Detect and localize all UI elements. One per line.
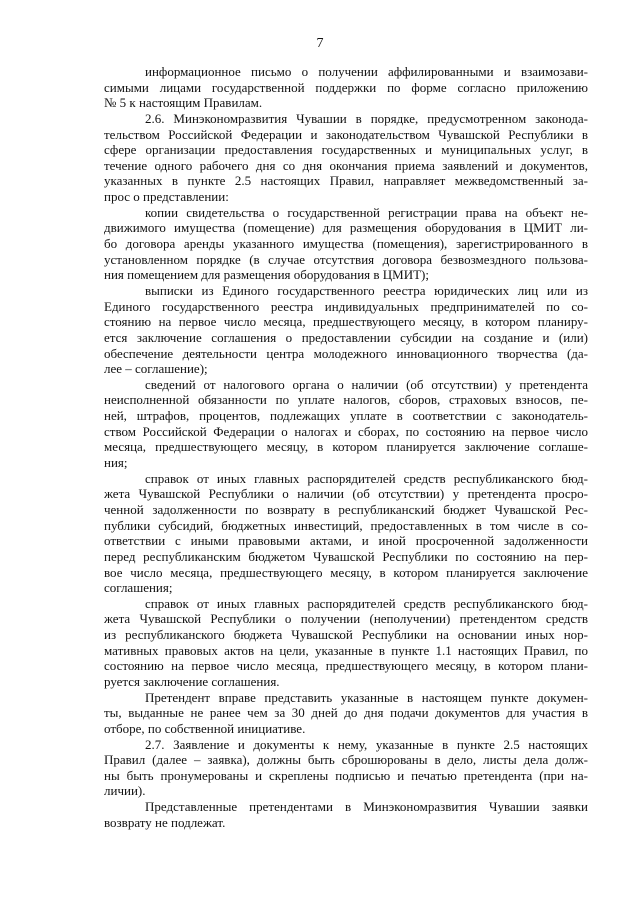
text-line: 2.6. Минэкономразвития Чувашии в порядке, предусмотренном законода- (145, 110, 588, 126)
text-line: ния помещением для размещения оборудования в ЦМИТ); (104, 267, 429, 283)
text-line: жета Чувашской Республики о наличии (об отсутствии) у претендента просро- (104, 486, 588, 502)
text-line: состоянию на первое число месяца, предшествующего месяцу, в котором плани- (104, 658, 588, 674)
text-line: Единого государственного реестра индивидуальных предпринимателей по со- (104, 298, 588, 314)
text-line: ется заключение соглашения о предоставлении субсидии на создание и (или) (104, 329, 588, 345)
paragraph (104, 737, 588, 800)
text-line: возврату не подлежат. (104, 814, 226, 830)
paragraph (104, 596, 588, 690)
paragraph (104, 690, 588, 737)
text-line: установленном порядке (в случае отсутствия договора безвозмездного пользова- (104, 251, 588, 267)
paragraph (104, 377, 588, 471)
text-line: личии). (104, 783, 146, 799)
text-line: копии свидетельства о государственной регистрации права на объект не- (145, 204, 588, 220)
text-line: неисполненной обязанности по уплате налогов, сборов, страховых взносов, пе- (104, 392, 588, 408)
paragraph (104, 799, 588, 830)
text-line: ством Российской Федерации о налогах и сборах, по состоянию на первое число (104, 423, 588, 439)
text-line: соглашения; (104, 580, 173, 596)
text-line: из республиканского бюджета Чувашской Республики на основании иных нор- (104, 627, 588, 643)
text-line: ченной задолженности по возврату в республиканский бюджет Чувашской Рес- (104, 501, 588, 517)
text-line: № 5 к настоящим Правилам. (104, 95, 263, 111)
text-line: информационное письмо о получении аффилированными и взаимозави- (145, 64, 588, 79)
text-line: перед республиканским бюджетом Чувашской Республики по состоянию на пер- (104, 548, 588, 564)
text-line: тельством Российской Федерации и законодательством Чувашской Республики в (104, 126, 588, 142)
text-line: ния; (104, 455, 128, 471)
text-line: Представленные претендентами в Минэкономразвития Чувашии заявки (145, 799, 588, 815)
text-line: сведений от налогового органа о наличии (об отсутствии) у претендента (145, 376, 588, 392)
text-line: ны быть пронумерованы и скреплены подписью и печатью претендента (при на- (104, 767, 588, 783)
text-line: месяца, предшествующего месяцу, в котором планируется заключение соглаше- (104, 439, 588, 455)
text-line: руется заключение соглашения. (104, 673, 280, 689)
text-line: вое число месяца, предшествующего месяцу, в котором планируется заключение (104, 564, 588, 580)
text-line: отборе, по собственной инициативе. (104, 720, 306, 736)
paragraph (104, 64, 588, 111)
text-line: выписки из Единого государственного реестра юридических лиц или из (145, 282, 588, 298)
paragraph (104, 111, 588, 205)
text-line: ответствии с иными правовыми актами, и иной просроченной задолженности (104, 533, 588, 549)
paragraph (104, 471, 588, 596)
text-line: ты, выданные не ранее чем за 30 дней до дня подачи документов для участия в (104, 705, 588, 721)
text-line: 2.7. Заявление и документы к нему, указанные в пункте 2.5 настоящих (145, 736, 588, 752)
text-line: указанных в пункте 2.5 настоящих Правил, направляет межведомственный за- (104, 173, 588, 189)
text-line: бо договора аренды указанного имущества (помещения), зарегистрированного в (104, 236, 588, 252)
text-line: жета Чувашской Республики о получении (неполучении) претендентом средств (104, 611, 588, 627)
text-line: Претендент вправе представить указанные в настоящем пункте докумен- (145, 689, 588, 705)
text-line: справок от иных главных распорядителей средств республиканского бюд- (145, 595, 588, 611)
text-line: стоянию на первое число месяца, предшествующего месяцу, в котором планиру- (104, 314, 588, 330)
text-line: сфере организации предоставления государственных и муниципальных услуг, в (104, 142, 588, 158)
paragraph (104, 283, 588, 377)
paragraph (104, 205, 588, 283)
text-line: обеспечение деятельности центра молодежного инновационного творчества (да- (104, 345, 588, 361)
document-body (104, 64, 588, 830)
text-line: Правил (далее – заявка), должны быть сброшюрованы в дело, листы дела долж- (104, 752, 588, 768)
text-line: течение одного рабочего дня со дня окончания приема заявлений и документов, (104, 157, 588, 173)
text-line: лее – соглашение); (104, 361, 208, 377)
text-line: прос о представлении: (104, 189, 229, 205)
text-line: симыми лицами государственной поддержки по форме согласно приложению (104, 79, 588, 95)
text-line: движимого имущества (помещение) для размещения оборудования в ЦМИТ ли- (104, 220, 588, 236)
text-line: мативных правовых актов на цели, указанные в пункте 1.1 настоящих Правил, по (104, 642, 588, 658)
text-line: справок от иных главных распорядителей средств республиканского бюд- (145, 470, 588, 486)
text-line: публики субсидий, бюджетных инвестиций, предоставленных в том числе в со- (104, 517, 588, 533)
page-number: 7 (316, 36, 324, 51)
text-line: ней, штрафов, процентов, подлежащих уплате в соответствии с законодатель- (104, 408, 588, 424)
